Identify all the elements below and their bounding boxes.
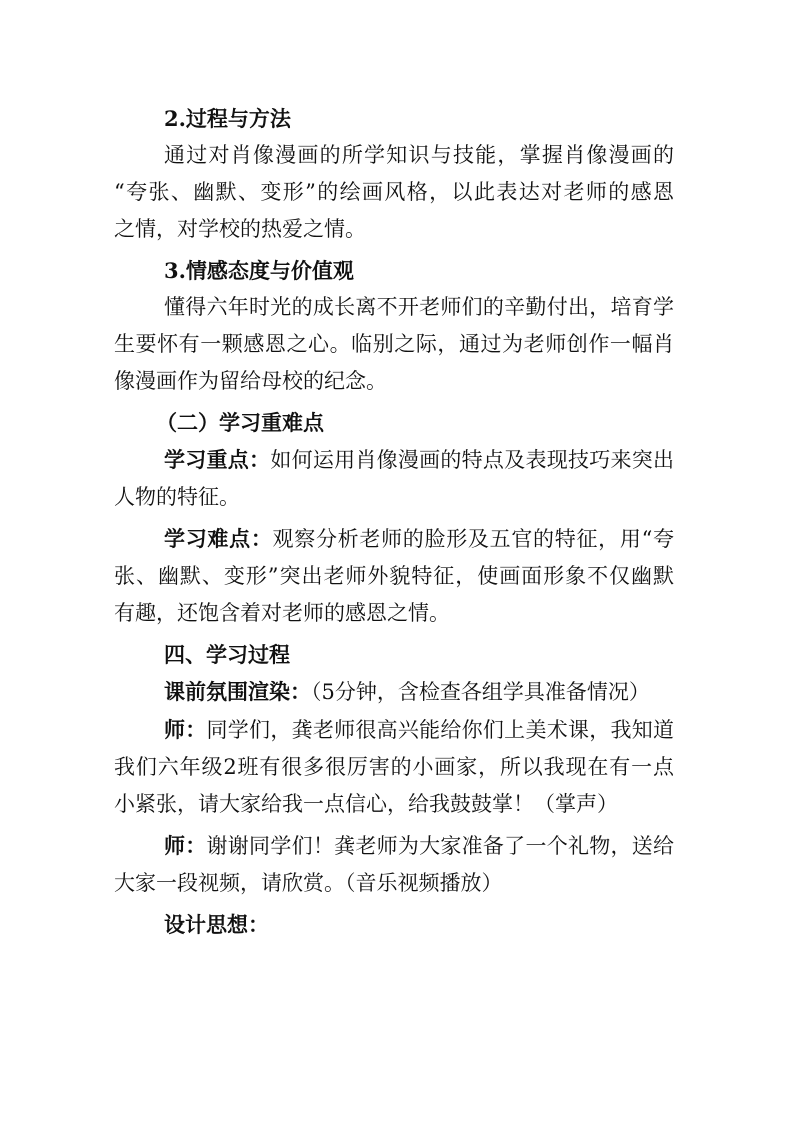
difficulty-line — [114, 520, 674, 558]
paragraph-line: 懂得六年时光的成长离不开老师们的辛勤付出，培育学 — [164, 295, 674, 319]
paragraph-line: 张、幽默、变形”突出老师外貌特征，使画面形象不仅幽默 — [114, 564, 674, 588]
paragraph-line: 大家一段视频，请欣赏。（音乐视频播放） — [114, 871, 503, 895]
document-body — [114, 100, 674, 943]
difficulty-label: 学习难点： — [164, 526, 273, 551]
difficulty-text: 观察分析老师的脸形及五官的特征，用“夸 — [272, 527, 674, 551]
teacher-text: 谢谢同学们！龚老师为大家准备了一个礼物，送给 — [206, 834, 674, 858]
warmup-line — [114, 673, 674, 711]
teacher-label: 师： — [164, 833, 207, 858]
key-point-text: 如何运用肖像漫画的特点及表现技巧来突出 — [270, 448, 674, 472]
section-heading-emotion-values: 3.情感态度与价值观 — [164, 258, 354, 283]
paragraph-line: 通过对肖像漫画的所学知识与技能，掌握肖像漫画的 — [164, 143, 674, 167]
paragraph-line: 人物的特征。 — [114, 485, 240, 509]
paragraph-line: 小紧张，请大家给我一点信心，给我鼓鼓掌！（掌声） — [114, 792, 618, 816]
subsection-heading-key-difficulties: （二）学习重难点 — [156, 410, 324, 435]
paragraph-line: 有趣，还饱含着对老师的感恩之情。 — [114, 601, 450, 625]
key-point-line — [114, 441, 674, 479]
paragraph-line: 我们六年级2班有很多很厉害的小画家，所以我现在有一点 — [114, 755, 674, 779]
section-heading-process-method: 2.过程与方法 — [164, 106, 291, 131]
warmup-text: （5分钟，含检查各组学具准备情况） — [311, 680, 650, 704]
key-point-label: 学习重点： — [164, 447, 271, 472]
paragraph-line: 之情，对学校的热爱之情。 — [114, 217, 366, 241]
teacher-line — [114, 711, 674, 749]
design-idea-label: 设计思想： — [164, 912, 269, 937]
section-heading-learning-process: 四、学习过程 — [164, 642, 290, 667]
paragraph-line: 像漫画作为留给母校的纪念。 — [114, 369, 387, 393]
warmup-label: 课前氛围渲染： — [164, 679, 311, 704]
teacher-line — [114, 827, 674, 865]
teacher-text: 同学们，龚老师很高兴能给你们上美术课，我知道 — [206, 718, 674, 742]
teacher-label: 师： — [164, 717, 207, 742]
paragraph-line: “夸张、幽默、变形”的绘画风格，以此表达对老师的感恩 — [114, 180, 674, 204]
paragraph-line: 生要怀有一颗感恩之心。临别之际，通过为老师创作一幅肖 — [114, 332, 674, 356]
